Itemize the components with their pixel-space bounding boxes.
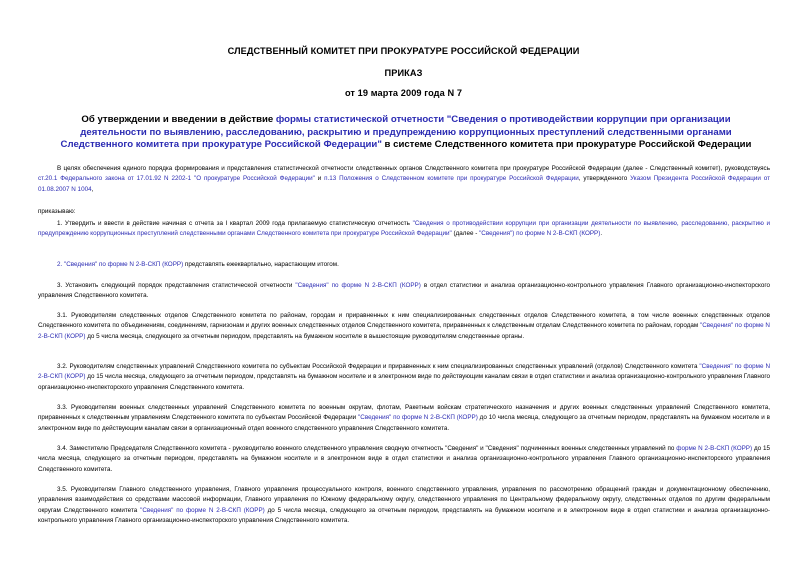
paragraph-3-5 xyxy=(38,485,770,527)
form-link[interactable]: "Сведения" по форме N 2-В-СКП (КОРР) xyxy=(140,506,265,514)
agency-heading: СЛЕДСТВЕННЫЙ КОМИТЕТ ПРИ ПРОКУРАТУРЕ РОССИЙСКОЙ ФЕДЕРАЦИИ xyxy=(227,46,580,56)
text-span: 3.5. Руководителям Главного следственного управления, Главного управления процессуального контроля, военного следственного управления, управления по рассмотрению обращений граждан и документационному обеспечению, управления взаимодействия со средствами массовой информации, Главного управления по Южному федеральному округу, следственного управления по Центральному федеральному округу, следственных отделов по другим федеральным округам Следственного комитета xyxy=(38,486,770,514)
text-span: представлять ежеквартально, нарастающим итогом. xyxy=(183,261,339,268)
document-date-number: от 19 марта 2009 года N 7 xyxy=(344,88,463,98)
paragraph-2 xyxy=(38,260,770,270)
text-span: 3. Установить следующий порядок представления статистической отчетности xyxy=(57,282,296,289)
paragraph-3-3 xyxy=(38,403,770,434)
form-link[interactable]: "Сведения" по форме N 2-В-СКП (КОРР) xyxy=(358,414,478,422)
text-span: 3.3. Руководителям военных следственных управлений Следственного комитета по военным округам, флотам, Ракетным войскам стратегического назначения и других военных следственных управлений Следственного комитета, приравненных к следственным управлениям Следственного комитета по субъектам Российской Федерации xyxy=(38,404,770,422)
text-span: 1. Утвердить и ввести в действие начиная с отчета за I квартал 2009 года прилагаемую статистическую отчетность xyxy=(57,220,413,227)
text-span: , xyxy=(91,185,94,193)
form-link[interactable]: "Сведения" по форме N 2-В-СКП (КОРР) xyxy=(38,322,770,340)
paragraph-1 xyxy=(38,219,770,240)
text-span: 3.1. Руководителям следственных отделов Следственного комитета по районам, городам и приравненных к ним специализированных следственных отделов Следственного комитета, в том числе военных следственных отделов Следственного комитета по объединениям, соединениям, гарнизонам и других военных следственных отделов Следственного комитета, приравненных к следственным отделам Следственного комитета по районам, городам xyxy=(38,312,770,330)
preamble-paragraph xyxy=(38,164,770,195)
text-span: до 15 числа месяца, следующего за отчетным периодом, представлять на бумажном носителе и в электронном виде в отдел статистики и анализа организационно-контрольного управления Главного организационно-инспекторского управления Следственного комитета. xyxy=(38,445,770,473)
decree-link[interactable]: Указом Президента Российской Федерации от 01.08.2007 N 1004 xyxy=(38,175,770,193)
title-form-link[interactable]: формы статистической отчетности "Сведения о противодействии коррупции при организации деятельности по выявлению, расследованию, раскрытию и предупреждению коррупционных преступлений следственными органами Следственного комитета при прокуратуре Российской Федерации" xyxy=(60,114,732,150)
paragraph-3 xyxy=(38,281,770,302)
text-span: в отдел статистики и анализа организационно-контрольного управления Главного организационно-инспекторского управления Следственного комитета. xyxy=(38,282,770,300)
text-span: и xyxy=(314,175,325,183)
paragraph-3-2 xyxy=(38,362,770,393)
text-span: 3.2. Руководителям следственных управлений Следственного комитета по субъектам Российской Федерации и приравненных к ним специализированных следственных управлений (отделов) Следственного комитета xyxy=(57,363,700,370)
form-link[interactable]: "Сведения" по форме N 2-В-СКП (КОРР) xyxy=(38,363,770,381)
title-text-end: в системе Следственного комитета при прокуратуре Российской Федерации xyxy=(381,139,752,150)
text-span: до 15 числа месяца, следующего за отчетным периодом, представлять на бумажном носителе и в электронном виде по действующим каналам связи в отдел статистики и анализа организационно-контрольного управления Главного организационно-инспекторского управления Следственного комитета. xyxy=(38,373,770,391)
law-link[interactable]: ст.20.1 Федерального закона от 17.01.92 N 2202-1 "О прокуратуре Российской Федерации" xyxy=(38,175,315,183)
title-text: Об утверждении и введении в действие xyxy=(81,114,276,125)
form-link[interactable]: 2. "Сведения" по форме N 2-В-СКП (КОРР) xyxy=(57,261,184,268)
text-span: до 10 числа месяца, следующего за отчетным периодом, представлять на бумажном носителе и в электронном виде по действующим каналам связи в организационный отдел военного следственного управления Следственного комитета. xyxy=(38,414,770,432)
form-link[interactable]: "Сведения" по форме N 2-В-СКП (КОРР) xyxy=(295,282,421,289)
text-span: , утвержденного xyxy=(578,175,631,183)
form-link[interactable]: "Сведения о противодействии коррупции при организации деятельности по выявлению, расследованию, раскрытию и предупреждению коррупционных преступлений следственными органами Следственного комитета при прокуратуре Российской Федерации" xyxy=(38,220,770,238)
form-number-link[interactable]: "Сведения") по форме N 2-В-СКП (КОРР) xyxy=(479,230,601,238)
text-span: до 5 числа месяца, следующего за отчетным периодом, представлять на бумажном носителе и в электронном виде в отдел статистики и анализа организационно-контрольного управления Главного организационно-инспекторского управления Следственного комитета. xyxy=(38,506,771,525)
order-word: приказываю: xyxy=(38,208,76,215)
text-span: В целях обеспечения единого порядка формирования и представления статистической отчетности следственных органов Следственного комитета при прокуратуре Российской Федерации (далее - Следственный комитет), руководствуясь xyxy=(57,165,770,172)
paragraph-3-4 xyxy=(38,444,770,475)
document-type: ПРИКАЗ xyxy=(384,68,423,78)
form-link[interactable]: форме N 2-В-СКП (КОРР) xyxy=(676,445,753,452)
text-span: до 5 числа месяца, следующего за отчетным периодом, представлять на бумажном носителе в вышестоящие руководителям следственные органы. xyxy=(85,332,525,340)
text-span: . xyxy=(600,230,603,238)
text-span: 3.4. Заместителю Председателя Следственного комитета - руководителю военного следственного управления сводную отчетность "Сведения" и "Сведения" подчиненных военных следственных управлений по xyxy=(57,445,677,452)
regulation-link[interactable]: п.13 Положения о Следственном комитете при прокуратуре Российской Федерации xyxy=(324,175,579,183)
text-span: (далее - xyxy=(451,230,480,238)
paragraph-3-1 xyxy=(38,311,770,342)
document-title xyxy=(52,114,760,152)
